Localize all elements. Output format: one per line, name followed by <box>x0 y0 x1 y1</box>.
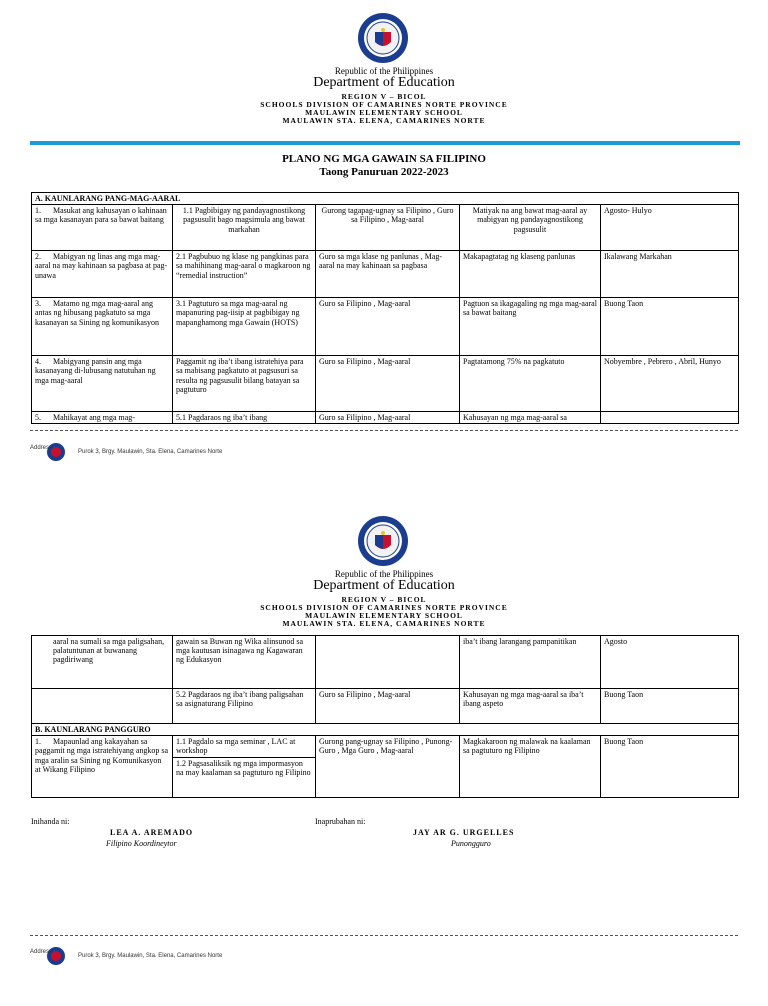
republic-line: Republic of the Philippines <box>334 66 434 76</box>
prepared-by-position: Filipino Koordineytor <box>106 839 177 848</box>
footer-address: Purok 3, Brgy. Maulawin, Sta. Elena, Camarines Norte <box>78 449 223 455</box>
footer-divider <box>30 935 738 936</box>
approved-by-position: Punongguro <box>451 839 491 848</box>
header-accent-bar <box>30 141 740 145</box>
school-address: MAULAWIN STA. ELENA, CAMARINES NORTE <box>282 116 486 125</box>
approved-by-label: Inaprubahan ni: <box>315 817 366 826</box>
table-row: 5. Mahikayat ang mga mag- 5.1 Pagdaraos ng iba’t ibang Guro sa Filipino , Mag-aaral Kahusayan ng mga mag-aaral sa <box>32 412 739 424</box>
table-row: 4. Mabigyang pansin ang mga kasanayang di-lubusang natutuhan ng mga mag-aaral Paggamit ng iba’t ibang istratehiya para sa mabisang pagkatuto at pagsusuri sa resulta ng pagsusulit bilang batayan sa pagtuturo Guro sa Filipino , Mag-aaral Pagtatamong 75% na pagkatuto Nobyembre , Pebrero , Abril, Hunyo <box>32 356 739 412</box>
deped-seal-icon <box>357 515 409 567</box>
division-line: SCHOOLS DIVISION OF CAMARINES NORTE PROVINCE <box>260 603 508 612</box>
table-row: 5.2 Pagdaraos ng iba’t ibang paligsahan sa asignaturang Filipino Guro sa Filipino , Mag-aaral Kahusayan ng mga mag-aaral sa iba’t ibang aspeto Buong Taon <box>32 689 739 724</box>
approved-by-name: JAY AR G. URGELLES <box>413 828 515 837</box>
department-name: Department of Education <box>313 578 455 593</box>
section-b-heading: B. KAUNLARANG PANGGURO <box>32 724 739 736</box>
deped-seal-icon <box>357 12 409 64</box>
page-1 <box>0 0 768 470</box>
school-name: MAULAWIN ELEMENTARY SCHOOL <box>305 611 463 620</box>
division-line: SCHOOLS DIVISION OF CAMARINES NORTE PROVINCE <box>260 100 508 109</box>
section-a-heading: A. KAUNLARANG PANG-MAG-AARAL <box>32 193 739 205</box>
prepared-by-label: Inihanda ni: <box>31 817 70 826</box>
school-address: MAULAWIN STA. ELENA, CAMARINES NORTE <box>282 619 486 628</box>
document-title: PLANO NG MGA GAWAIN SA FILIPINO <box>282 153 486 165</box>
table-row: aaral na sumali sa mga paligsahan, palatuntunan at buwanang pagdiriwang gawain sa Buwan ng Wika alinsunod sa mga kautusan isinagawa ng Kagawaran ng Edukasyon iba’t ibang larangang pampanitikan Agosto <box>32 636 739 689</box>
region-line: REGION V – BICOL <box>341 595 427 604</box>
plan-table-page-1 <box>31 192 739 424</box>
table-row: 2. Mabigyan ng linas ang mga mag-aaral na may kahinaan sa pagbasa at pag-unawa 2.1 Pagbubuo ng klase ng pangkinas para sa mahihinang mag-aaral o magkaroon ng “remedial instruction” Guro sa mga klase ng panlunas , Mag-aaral na may kahinaan sa pagbasa Makapagtatag ng klaseng panlunas Ikalawang Markahan <box>32 251 739 298</box>
school-year: Taong Panuruan 2022-2023 <box>319 166 449 178</box>
prepared-by-name: LEA A. AREMADO <box>110 828 194 837</box>
footer-address-label: Address: <box>30 445 54 451</box>
footer-divider <box>30 430 738 431</box>
school-name: MAULAWIN ELEMENTARY SCHOOL <box>305 108 463 117</box>
plan-table-page-2 <box>31 635 739 798</box>
page-2 <box>0 503 768 1006</box>
footer-address-label: Address: <box>30 949 54 955</box>
department-name: Department of Education <box>313 75 455 90</box>
table-row: 3. Matamo ng mga mag-aaral ang antas ng hibusang pagkatuto sa mga kasanayan sa Sining ng komunikasyon 3.1 Pagtuturo sa mga mag-aaral ng mapanuring pag-iisip at pagbibigay ng mapanghamong mga Gawain (HOTS) Guro sa Filipino , Mag-aaral Pagtuon sa ikagagaling ng mga mag-aaral sa bawat baitang Buong Taon <box>32 298 739 356</box>
table-row: 1. Masukat ang kahusayan o kahinaan sa mga kasanayan para sa bawat baitang 1.1 Pagbibigay ng pandayagnostikong pagsusulit bago magsimula ang bawat markahan Gurong tagapag-ugnay sa Filipino , Guro sa Filipino , Mag-aaral Matiyak na ang bawat mag-aaral ay mabigyan ng pandayagnostikong pagsusulit Agosto- Hulyo <box>32 205 739 251</box>
footer-address: Purok 3, Brgy. Maulawin, Sta. Elena, Camarines Norte <box>78 953 223 959</box>
republic-line: Republic of the Philippines <box>334 569 434 579</box>
table-row: 1. Mapaunlad ang kakayahan sa paggamit ng mga istratehiyang angkop sa mga aralin sa Sining ng Komunikasyon at Wikang Filipino 1.1 Pagdalo sa mga seminar , LAC at workshop 1.2 Pagsasaliksik ng mga impormasyon na may kaalaman sa pagtuturo ng Filipino Gurong pang-ugnay sa Filipino , Punong-Guro , Mga Guro , Mag-aaral Magkakaroon ng malawak na kaalaman sa pagtuturo ng Filipino Buong Taon <box>32 736 739 798</box>
region-line: REGION V – BICOL <box>341 92 427 101</box>
